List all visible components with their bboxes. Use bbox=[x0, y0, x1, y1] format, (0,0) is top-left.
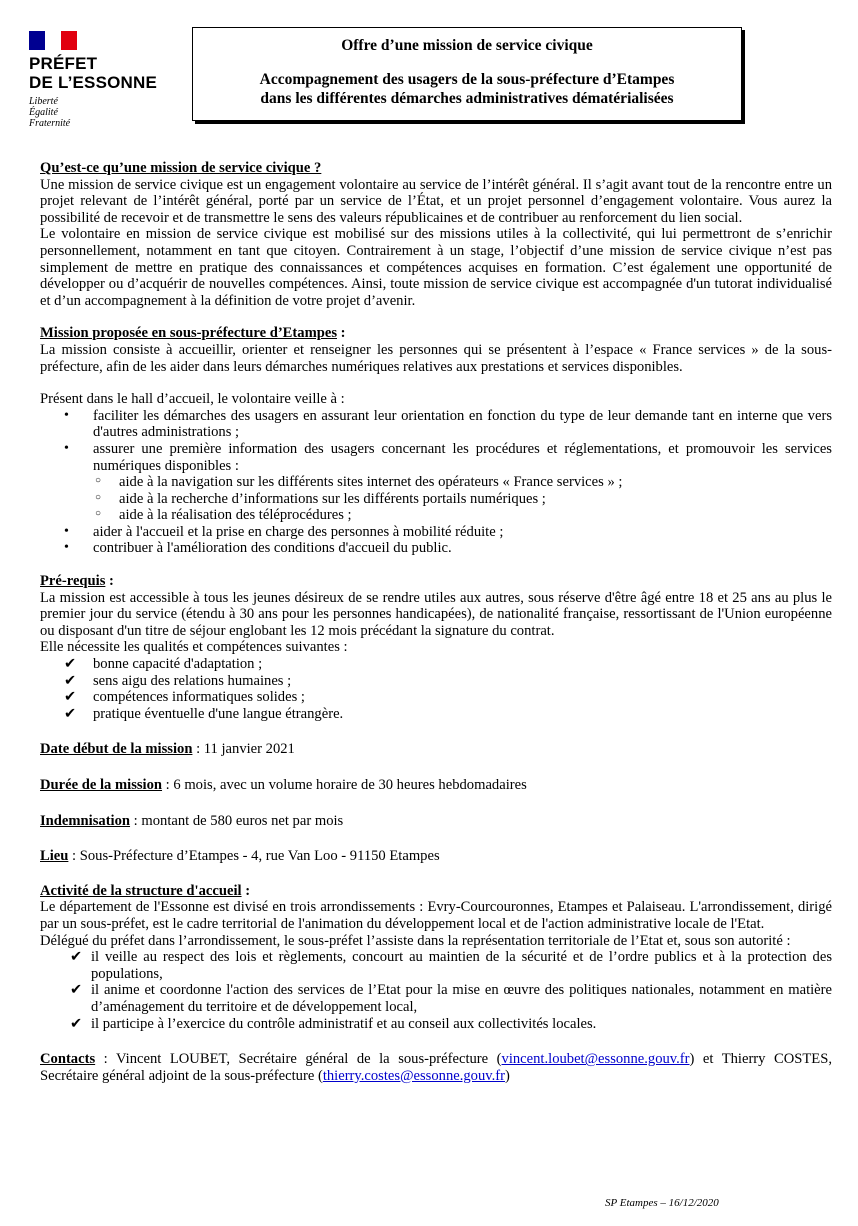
role-text: il veille au respect des lois et règlements, concourt au maintien de la sécurité et de l’ordre publics et à la protection des populations, bbox=[91, 949, 832, 982]
skill-text: pratique éventuelle d'une langue étrangère. bbox=[93, 705, 344, 722]
list-item bbox=[40, 656, 832, 673]
heading-suffix: : bbox=[105, 573, 114, 590]
title-box bbox=[192, 27, 742, 121]
list-item bbox=[40, 1016, 832, 1033]
fact-label: Indemnisation bbox=[40, 812, 131, 829]
role-list bbox=[40, 949, 832, 1032]
fact-label: Date début de la mission bbox=[40, 741, 193, 758]
paragraph: Le département de l'Essonne est divisé en trois arrondissements : Evry-Courcouronnes, Etampes et Palaiseau. L'arrondissement, dirigé par un sous-préfet, est le cadre territorial de l'animation du développement local et de l'action administrative locale de l'Etat. bbox=[40, 899, 832, 932]
heading-suffix: : bbox=[337, 325, 346, 342]
check-icon: ✔ bbox=[70, 982, 83, 999]
fact-label: Lieu bbox=[40, 848, 69, 865]
fact-value: : montant de 580 euros net par mois bbox=[130, 812, 344, 829]
fact-label: Durée de la mission bbox=[40, 777, 163, 793]
document-title: Offre d’une mission de service civique bbox=[341, 37, 593, 54]
sub-list-item: ○ aide à la réalisation des téléprocédures ; bbox=[40, 507, 832, 524]
email-link-costes[interactable]: thierry.costes@essonne.gouv.fr bbox=[322, 1067, 505, 1084]
fact-lieu bbox=[40, 848, 832, 865]
document-subtitle-2: dans les différentes démarches administratives dématérialisées bbox=[260, 90, 674, 107]
mission-list-2 bbox=[40, 524, 832, 557]
motto-egalite: Égalité bbox=[29, 107, 58, 118]
list-item bbox=[40, 689, 832, 706]
section-heading-prerequis: Pré-requis bbox=[40, 573, 106, 590]
paragraph: Délégué du préfet dans l’arrondissement, le sous-préfet l’assiste dans la représentation territoriale de l’Etat et, sous son autorité : bbox=[40, 932, 791, 949]
sub-list bbox=[40, 474, 832, 524]
skill-text: sens aigu des relations humaines ; bbox=[93, 672, 292, 689]
check-icon: ✔ bbox=[70, 1015, 83, 1032]
logo-motto bbox=[29, 96, 179, 129]
check-icon: ✔ bbox=[64, 705, 77, 722]
contacts-text: : Vincent LOUBET, Secrétaire général de la sous-préfecture ( bbox=[95, 1051, 502, 1068]
section-heading-mission: Mission proposée en sous-préfecture d’Etampes bbox=[40, 325, 337, 342]
document-body bbox=[40, 160, 832, 1084]
fact-indemnisation bbox=[40, 813, 832, 830]
list-item bbox=[40, 949, 832, 982]
document-subtitle-1: Accompagnement des usagers de la sous-préfecture d’Etampes bbox=[259, 71, 675, 88]
logo-title-line2: DE L’ESSONNE bbox=[29, 73, 158, 92]
motto-fraternite: Fraternité bbox=[29, 118, 71, 129]
list-item: • contribuer à l'amélioration des conditions d'accueil du public. bbox=[40, 540, 832, 557]
check-icon: ✔ bbox=[64, 672, 77, 689]
sub-list-item: ○ aide à la navigation sur les différents sites internet des opérateurs « France services » ; bbox=[40, 474, 832, 491]
fact-duree bbox=[40, 777, 832, 794]
contacts-label: Contacts bbox=[40, 1051, 96, 1068]
paragraph: Elle nécessite les qualités et compétences suivantes : bbox=[40, 639, 348, 656]
paragraph: La mission est accessible à tous les jeunes désireux de se rendre utiles aux autres, sous réserve d'être âgé entre 18 et 25 ans au plus le premier jour du service (étendu à 30 ans pour les personnes handicapées), de nationalité française, ressortissant de l'Union européenne ou disposant d'un titre de séjour englobant les 12 mois précédant la signature du contrat. bbox=[40, 589, 832, 639]
list-item bbox=[40, 673, 832, 690]
fact-value: : Sous-Préfecture d’Etampes - 4, rue Van Loo - 91150 Etampes bbox=[68, 848, 440, 865]
check-icon: ✔ bbox=[70, 949, 83, 966]
motto-liberte: Liberté bbox=[29, 96, 58, 107]
check-icon: ✔ bbox=[64, 689, 77, 706]
heading-suffix: : bbox=[241, 882, 251, 899]
fact-value: : 6 mois, avec un volume horaire de 30 heures hebdomadaires bbox=[162, 777, 527, 793]
skills-list bbox=[40, 656, 832, 722]
sub-list-item: ○ aide à la recherche d’informations sur les différents portails numériques ; bbox=[40, 491, 832, 508]
paragraph: La mission consiste à accueillir, orienter et renseigner les personnes qui se présentent à l’espace « France services » de la sous-préfecture, afin de les aider dans leurs démarches numériques relatives aux prestations et services disponibles. bbox=[40, 341, 832, 375]
prefet-logo bbox=[29, 31, 179, 129]
list-item: • aider à l'accueil et la prise en charge des personnes à mobilité réduite ; bbox=[40, 524, 832, 541]
logo-title bbox=[29, 54, 179, 92]
mission-list bbox=[40, 408, 832, 474]
list-item: • faciliter les démarches des usagers en assurant leur orientation en fonction du type de leur demande tant en interne que vers d'autres administrations ; bbox=[40, 408, 832, 441]
paragraph: Le volontaire en mission de service civique est mobilisé sur des missions utiles à la collectivité, qui lui permettront de s’enrichir personnellement, notamment en tant que citoyen. Contrairement à un stage, l’objectif d’une mission de service civique n’est pas simplement de mettre en pratique des connaissances et compétences acquises en formation. C’est également une opportunité de développer ou d’acquérir de nouvelles compétences. Ainsi, toute mission de service civique est accompagnée d'un tutorat individualisé et d’un accompagnement à la définition de votre projet d’avenir. bbox=[40, 226, 832, 309]
contacts bbox=[40, 1051, 832, 1084]
list-item: • assurer une première information des usagers concernant les procédures et réglementations, et promouvoir les services numériques disponibles : bbox=[40, 441, 832, 474]
contacts-text: ) et Thierry COSTES, Secrétaire général adjoint de la sous-préfecture ( bbox=[40, 1051, 832, 1084]
paragraph: Présent dans le hall d’accueil, le volontaire veille à : bbox=[40, 391, 345, 408]
check-icon: ✔ bbox=[64, 656, 77, 673]
logo-title-line1: PRÉFET bbox=[29, 54, 98, 73]
list-item bbox=[40, 706, 832, 723]
section-heading-service-civique: Qu’est-ce qu’une mission de service civique ? bbox=[40, 160, 322, 176]
fact-value: : 11 janvier 2021 bbox=[192, 741, 295, 758]
role-text: il anime et coordonne l'action des services de l’Etat pour la mise en œuvre des politiques nationales, notamment en matière d’aménagement du territoire et de développement local, bbox=[91, 982, 832, 1015]
section-heading-activite: Activité de la structure d'accueil bbox=[40, 882, 242, 899]
fact-date bbox=[40, 741, 832, 758]
list-item bbox=[40, 982, 832, 1015]
marianne-flag-icon bbox=[29, 31, 77, 50]
skill-text: compétences informatiques solides ; bbox=[93, 689, 305, 706]
contacts-text: ) bbox=[504, 1067, 510, 1084]
email-link-loubet[interactable]: vincent.loubet@essonne.gouv.fr bbox=[501, 1051, 690, 1068]
skill-text: bonne capacité d'adaptation ; bbox=[93, 656, 263, 673]
paragraph: Une mission de service civique est un engagement volontaire au service de l’intérêt général. Il s’agit avant tout de la rencontre entre un projet relevant de l’intérêt général, porté par un service de l’État, et un projet personnel d’engagement volontaire. Vous aurez la possibilité de recevoir et de transmettre le sens des valeurs républicaines et de contribuer au renforcement du lien social. bbox=[40, 176, 832, 226]
role-text: il participe à l’exercice du contrôle administratif et au conseil aux collectivités locales. bbox=[91, 1015, 597, 1032]
footer: SP Etampes – 16/12/2020 bbox=[605, 1197, 719, 1209]
